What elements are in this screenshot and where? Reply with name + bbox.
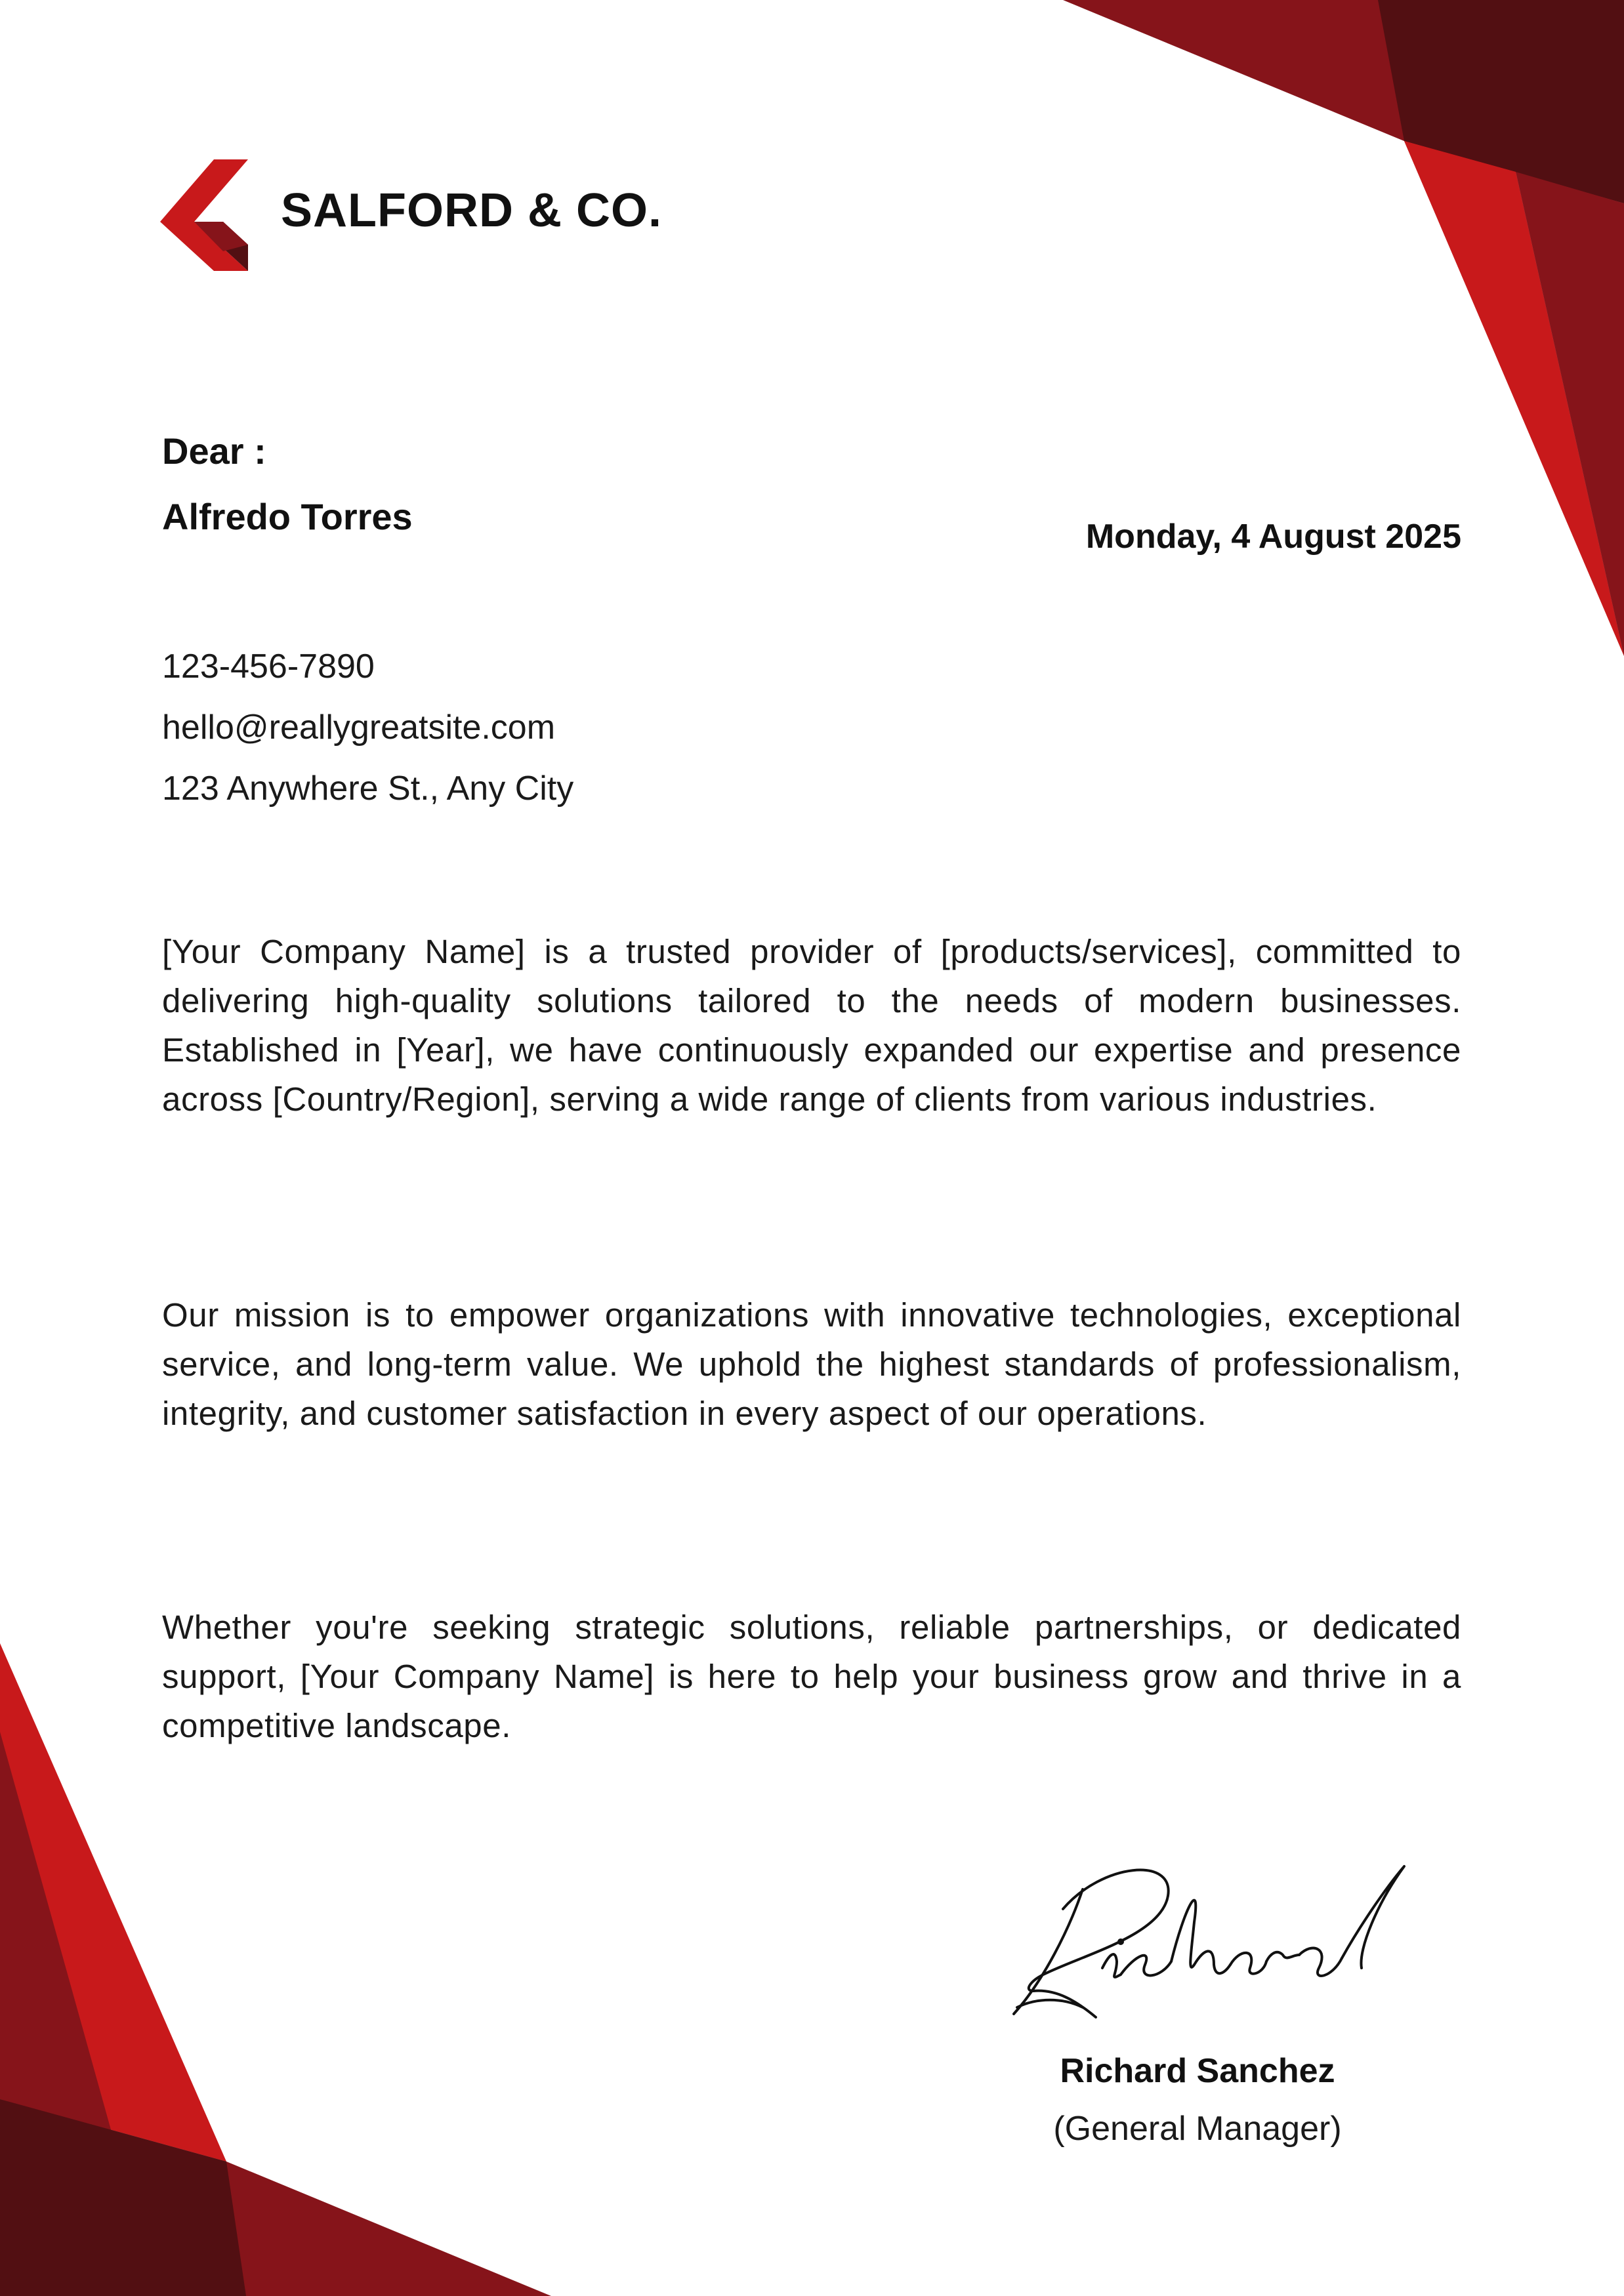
signer-title: (General Manager) — [1053, 2110, 1342, 2148]
letter-date: Monday, 4 August 2025 — [1085, 518, 1461, 556]
company-name: SALFORD & CO. — [281, 184, 662, 237]
contact-block — [162, 636, 573, 819]
chevron-logo-icon — [160, 159, 249, 271]
recipient-name: Alfredo Torres — [162, 496, 413, 537]
body-paragraph-3: Whether you're seeking strategic solutions, reliable partnerships, or dedicated support, [Your Company Name] is here to help your business grow and thrive in a competitive landscape. — [162, 1609, 1461, 1744]
handwritten-signature — [1004, 1850, 1411, 2027]
contact-phone: 123-456-7890 — [162, 647, 375, 686]
salutation: Dear : — [162, 430, 266, 472]
body-paragraph-1: [Your Company Name] is a trusted provider of [products/services], committed to delivering high-quality solutions tailored to the needs of modern businesses. Established in [Year], we have continuously expanded our expertise and presence across [Country/Region], serving a wide range of clients from various industries. — [162, 933, 1461, 1118]
body-paragraph-2: Our mission is to empower organizations with innovative technologies, exceptional service, and long-term value. We uphold the highest standards of professionalism, integrity, and customer satisfaction in every aspect of our operations. — [162, 1296, 1461, 1432]
contact-email: hello@reallygreatsite.com — [162, 708, 556, 747]
signer-name: Richard Sanchez — [1060, 2052, 1335, 2090]
contact-address: 123 Anywhere St., Any City — [162, 769, 574, 808]
